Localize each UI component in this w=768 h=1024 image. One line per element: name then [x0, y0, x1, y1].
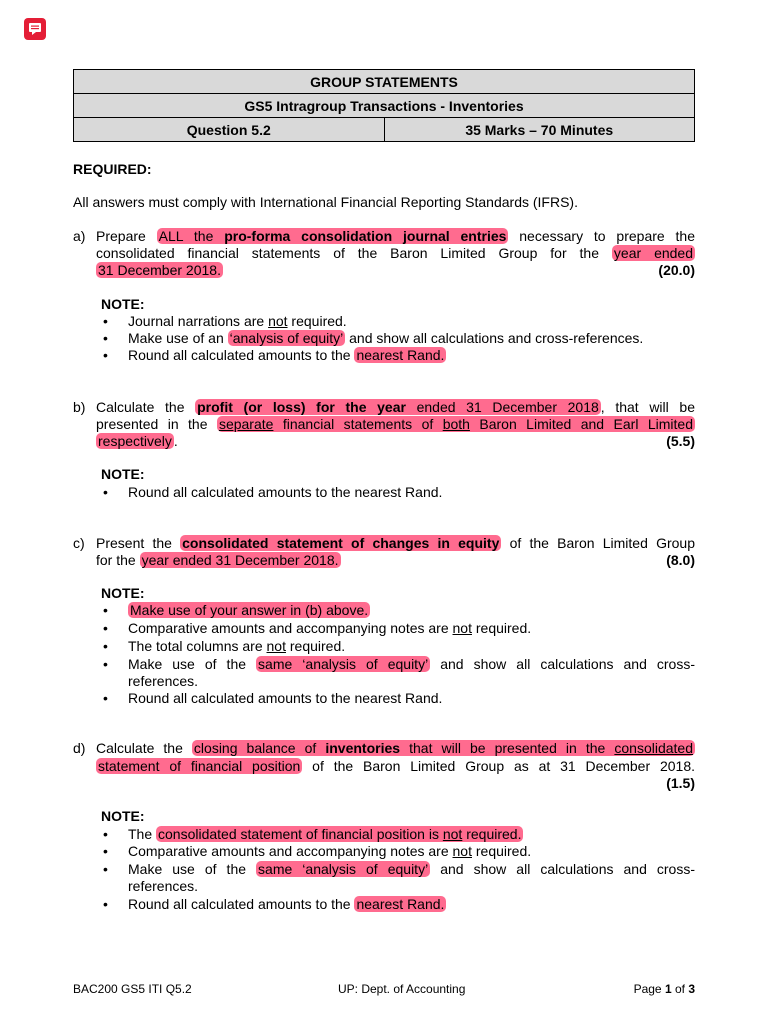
part-c-marks: (8.0)	[666, 552, 695, 568]
bullet: •	[103, 638, 108, 654]
part-a-line-2: consolidated financial statements of the Baron Limited Group for the year ended	[96, 245, 693, 261]
part-c-note-5: Round all calculated amounts to the nearest Rand.	[128, 690, 443, 706]
part-a-marks: (20.0)	[658, 262, 695, 278]
bullet: •	[103, 347, 108, 363]
question-marks: 35 Marks – 70 Minutes	[384, 118, 695, 142]
part-a-note-heading: NOTE:	[101, 296, 145, 312]
part-b-line-3: respectively . (5.5)	[98, 433, 695, 449]
part-d-note-2: Comparative amounts and accompanying notes are not required.	[128, 843, 532, 859]
highlight: nearest Rand.	[356, 896, 445, 912]
header-table	[73, 69, 695, 142]
bullet: •	[103, 826, 108, 842]
part-b-marks: (5.5)	[666, 433, 695, 449]
part-d-line-1: Calculate the closing balance of inventories that will be presented in the consolidated	[96, 740, 693, 756]
part-c-note-4-cont: references.	[128, 673, 199, 689]
part-a-line-1: Prepare ALL the pro-forma consolidation journal entries necessary to prepare the	[96, 228, 695, 244]
highlight: consolidated statement of changes in equity	[182, 535, 500, 551]
required-heading: REQUIRED:	[73, 161, 152, 177]
part-d-line-3	[96, 775, 695, 792]
highlight: respectively	[98, 433, 172, 449]
highlight: nearest Rand.	[356, 347, 445, 363]
footer-department: UP: Dept. of Accounting	[338, 982, 466, 996]
part-c-label: c)	[73, 535, 85, 551]
part-d-note-3-cont: references.	[128, 878, 199, 894]
part-a-note-3: Round all calculated amounts to the nearest Rand.	[128, 347, 445, 363]
highlight: same ‘analysis of equity’	[258, 656, 429, 672]
part-d-line-2: statement of financial position of the Baron Limited Group as at 31 December 2018.	[98, 758, 695, 774]
part-c-note-2: Comparative amounts and accompanying notes are not required.	[128, 620, 532, 636]
part-d-label: d)	[73, 740, 86, 756]
highlight: consolidated statement of financial position is not required.	[158, 826, 522, 842]
part-b-note-heading: NOTE:	[101, 466, 145, 482]
part-c-note-heading: NOTE:	[101, 585, 145, 601]
highlight: year ended 31 December 2018.	[141, 552, 339, 568]
part-d-marks: (1.5)	[666, 775, 695, 791]
part-a-label: a)	[73, 228, 86, 244]
highlight: statement of financial position	[98, 758, 301, 774]
highlight: Make use of your answer in (b) above.	[130, 602, 369, 618]
part-d-note-heading: NOTE:	[101, 808, 145, 824]
part-c-note-1	[128, 602, 695, 619]
part-b-line-2: presented in the separate financial statements of both Baron Limited and Earl Limited	[96, 416, 693, 432]
bullet: •	[103, 602, 108, 618]
footer-doc-code: BAC200 GS5 ITI Q5.2	[73, 982, 192, 996]
part-c-note-3: The total columns are not required.	[128, 638, 346, 654]
part-b-line-1: Calculate the profit (or loss) for the year ended 31 December 2018 , that will be	[96, 399, 695, 415]
part-d-note-1: The consolidated statement of financial position is not required.	[128, 826, 522, 842]
highlight: profit (or loss) for the year ended 31 December 2018	[197, 399, 599, 415]
part-b-note-1: Round all calculated amounts to the nearest Rand.	[128, 484, 443, 500]
highlight: same ‘analysis of equity’	[258, 861, 429, 877]
bullet: •	[103, 690, 108, 706]
part-c-line-2: for the year ended 31 December 2018. (8.0)	[96, 552, 695, 568]
part-d-note-4: Round all calculated amounts to the nearest Rand.	[128, 896, 445, 912]
bullet: •	[103, 313, 108, 329]
part-b-label: b)	[73, 399, 86, 415]
part-a-line-3	[96, 262, 695, 279]
part-a-note-2: Make use of an ‘analysis of equity’ and show all calculations and cross-references.	[128, 330, 644, 346]
bullet: •	[103, 656, 108, 672]
compliance-text: All answers must comply with International Financial Reporting Standards (IFRS).	[73, 194, 578, 210]
highlight: ‘analysis of equity’	[229, 330, 344, 346]
footer-page-number: Page 1 of 3	[633, 982, 695, 996]
bullet: •	[103, 896, 108, 912]
page-subtitle: GS5 Intragroup Transactions - Inventories	[74, 94, 695, 118]
bullet: •	[103, 861, 108, 877]
highlight: closing balance of inventories that will be presented in the consolidated	[193, 740, 693, 756]
part-d-note-3: Make use of the same ‘analysis of equity’ and show all calculations and cross-	[128, 861, 695, 877]
question-number: Question 5.2	[74, 118, 385, 142]
comment-icon[interactable]	[24, 18, 46, 40]
page-title: GROUP STATEMENTS	[74, 70, 695, 94]
highlight: year ended	[613, 245, 693, 261]
highlight: 31 December 2018.	[98, 262, 221, 278]
highlight: separate financial statements of both Baron Limited and Earl Limited	[218, 416, 693, 432]
part-a-note-1: Journal narrations are not required.	[128, 313, 347, 329]
part-c-line-1: Present the consolidated statement of changes in equity of the Baron Limited Group	[96, 535, 695, 551]
bullet: •	[103, 330, 108, 346]
bullet: •	[103, 620, 108, 636]
part-c-note-4: Make use of the same ‘analysis of equity’ and show all calculations and cross-	[128, 656, 695, 672]
bullet: •	[103, 843, 108, 859]
bullet: •	[103, 484, 108, 500]
highlight: ALL the pro-forma consolidation journal entries	[158, 228, 507, 244]
